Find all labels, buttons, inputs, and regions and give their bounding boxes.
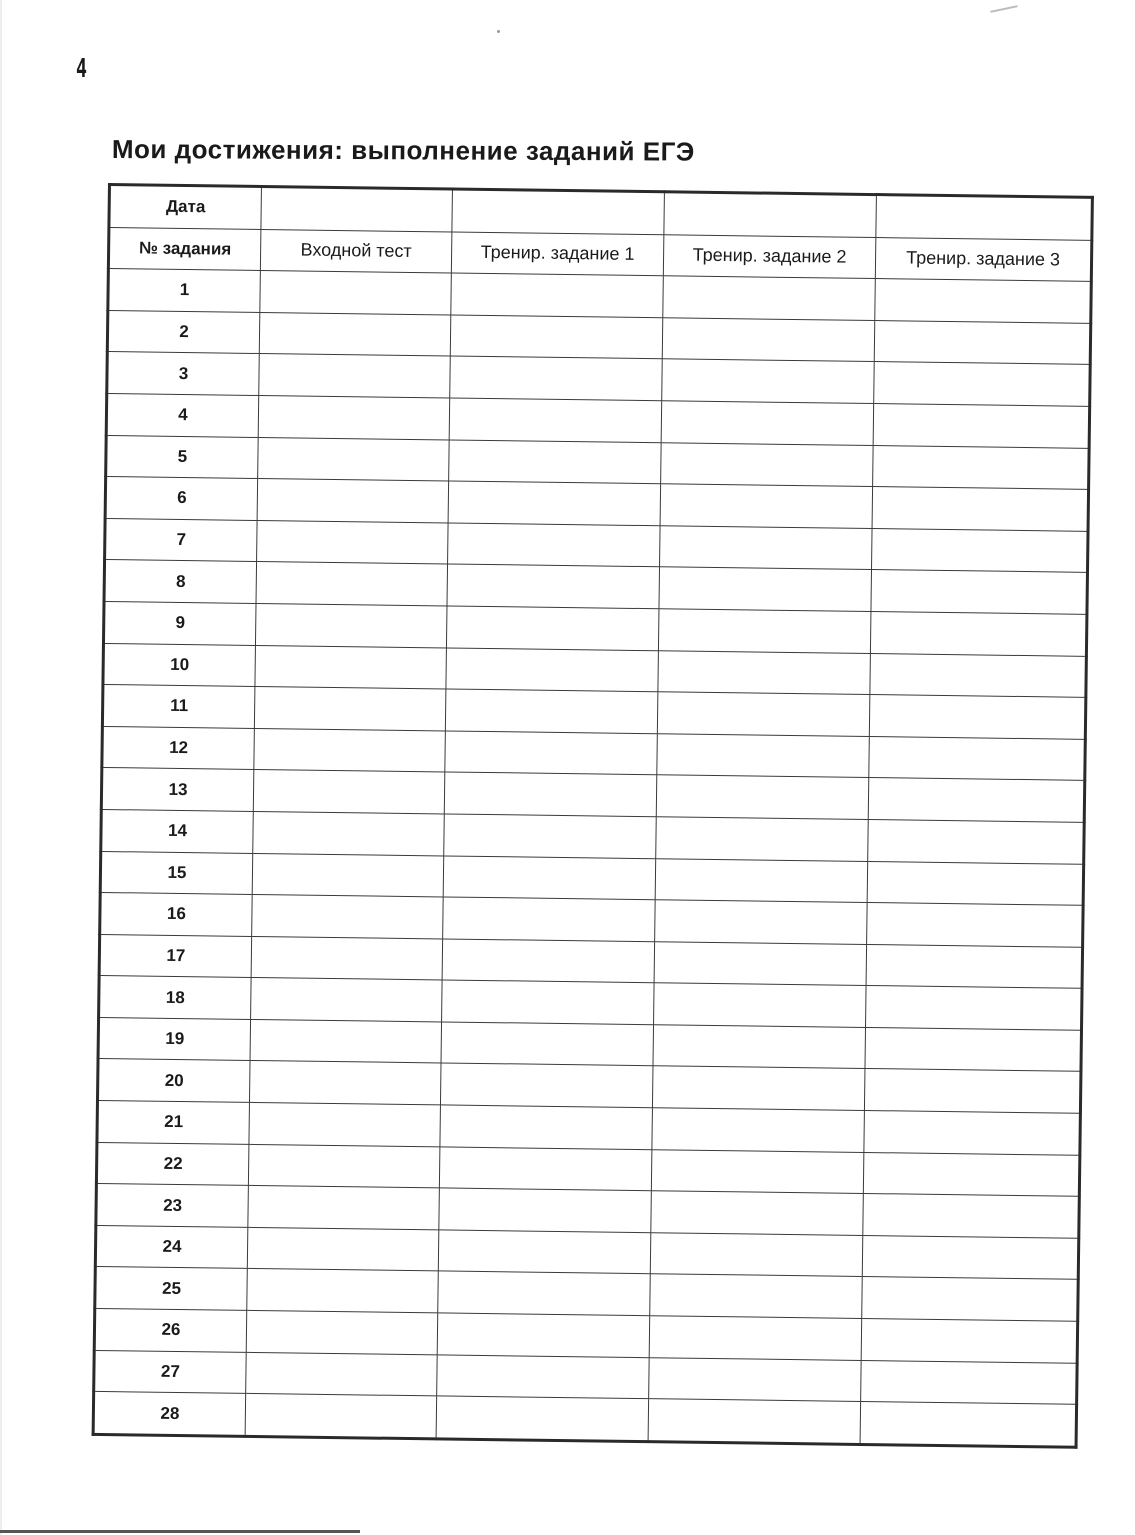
result-cell: [440, 1105, 653, 1149]
result-cell: [648, 1399, 861, 1444]
result-cell: [653, 1025, 866, 1069]
result-cell: [438, 1271, 651, 1315]
result-cell: [259, 354, 451, 398]
task-number-header: № задания: [108, 227, 261, 271]
result-cell: [654, 941, 867, 985]
result-cell: [451, 273, 664, 317]
result-cell: [247, 1269, 439, 1313]
result-cell: [656, 775, 869, 819]
result-cell: [872, 528, 1089, 572]
result-cell: [250, 1019, 442, 1063]
result-cell: [652, 1066, 865, 1110]
date-input-cell: [452, 189, 665, 234]
task-number-cell: 2: [107, 310, 260, 354]
result-cell: [861, 1360, 1078, 1404]
result-cell: [873, 404, 1090, 448]
result-cell: [247, 1227, 439, 1271]
result-cell: [869, 736, 1086, 780]
result-cell: [257, 520, 449, 564]
result-cell: [652, 1108, 865, 1152]
result-cell: [252, 853, 444, 897]
task-number-cell: 23: [96, 1184, 249, 1228]
result-cell: [440, 1063, 653, 1107]
task-number-cell: 26: [94, 1308, 247, 1352]
result-cell: [660, 526, 873, 570]
result-cell: [875, 279, 1092, 323]
task-number-cell: 24: [95, 1225, 248, 1269]
task-number-cell: 10: [103, 643, 256, 687]
result-cell: [254, 687, 446, 731]
task-number-cell: 3: [107, 352, 260, 396]
result-cell: [246, 1310, 438, 1354]
result-cell: [866, 944, 1083, 988]
result-cell: [658, 650, 871, 694]
result-cell: [862, 1277, 1079, 1321]
page-title: Мои достижения: выполнение заданий ЕГЭ: [111, 134, 695, 167]
result-cell: [441, 1022, 654, 1066]
task-number-cell: 28: [93, 1392, 246, 1437]
task-number-cell: 21: [97, 1101, 250, 1145]
result-cell: [258, 395, 450, 439]
result-cell: [871, 570, 1088, 614]
result-cell: [253, 770, 445, 814]
task-number-cell: 1: [108, 269, 261, 313]
result-cell: [245, 1394, 437, 1439]
result-cell: [450, 356, 663, 400]
achievements-table-container: [92, 183, 1091, 1449]
result-cell: [256, 562, 448, 606]
result-cell: [659, 567, 872, 611]
result-cell: [249, 1102, 441, 1146]
result-cell: [654, 983, 867, 1027]
task-number-cell: 22: [96, 1142, 249, 1186]
result-cell: [869, 695, 1086, 739]
result-cell: [450, 315, 663, 359]
result-cell: [444, 814, 657, 858]
result-cell: [865, 1027, 1082, 1071]
task-number-cell: 14: [101, 809, 254, 853]
result-cell: [248, 1144, 440, 1188]
result-cell: [867, 861, 1084, 905]
result-cell: [248, 1186, 440, 1230]
result-cell: [649, 1357, 862, 1401]
task-number-cell: 15: [100, 851, 253, 895]
result-cell: [437, 1313, 650, 1357]
scan-bottom-edge: [0, 1530, 360, 1533]
result-cell: [864, 1111, 1081, 1155]
scan-speck: [497, 30, 500, 33]
result-cell: [651, 1191, 864, 1235]
task-number-cell: 27: [94, 1350, 247, 1394]
task-number-cell: 13: [101, 768, 254, 812]
result-cell: [662, 318, 875, 362]
result-cell: [249, 1061, 441, 1105]
result-cell: [651, 1149, 864, 1193]
task-number-cell: 19: [98, 1017, 251, 1061]
result-cell: [863, 1152, 1080, 1196]
result-cell: [252, 895, 444, 939]
result-cell: [439, 1147, 652, 1191]
result-cell: [444, 772, 657, 816]
result-cell: [658, 609, 871, 653]
task-number-cell: 11: [102, 685, 255, 729]
result-cell: [655, 858, 868, 902]
result-cell: [661, 401, 874, 445]
result-cell: [660, 484, 873, 528]
result-cell: [246, 1352, 438, 1396]
result-cell: [873, 445, 1090, 489]
task-number-cell: 25: [95, 1267, 248, 1311]
result-cell: [663, 276, 876, 320]
achievements-table: [92, 183, 1094, 1449]
result-cell: [260, 271, 452, 315]
task-number-cell: 8: [104, 560, 257, 604]
result-cell: [661, 442, 874, 486]
result-cell: [650, 1274, 863, 1318]
table-body: [93, 185, 1092, 1448]
result-cell: [861, 1318, 1078, 1362]
result-cell: [874, 320, 1091, 364]
task-number-cell: 7: [105, 518, 258, 562]
result-cell: [442, 980, 655, 1024]
result-cell: [436, 1396, 649, 1441]
result-cell: [254, 728, 446, 772]
scan-mark: [990, 5, 1018, 13]
date-input-cell: [261, 187, 453, 232]
column-header-training-3: Тренир. задание 3: [875, 237, 1092, 281]
result-cell: [442, 939, 655, 983]
result-cell: [860, 1402, 1077, 1447]
result-cell: [251, 936, 443, 980]
result-cell: [255, 603, 447, 647]
date-label-cell: Дата: [109, 185, 262, 230]
result-cell: [656, 817, 869, 861]
result-cell: [874, 362, 1091, 406]
result-cell: [867, 903, 1084, 947]
result-cell: [447, 564, 660, 608]
result-cell: [259, 312, 451, 356]
task-number-cell: 6: [105, 477, 258, 521]
result-cell: [253, 811, 445, 855]
result-cell: [868, 819, 1085, 863]
result-cell: [251, 978, 443, 1022]
task-number-cell: 12: [102, 726, 255, 770]
column-header-entry-test: Входной тест: [260, 229, 452, 273]
result-cell: [439, 1188, 652, 1232]
result-cell: [655, 900, 868, 944]
result-cell: [870, 611, 1087, 655]
task-number-cell: 20: [97, 1059, 250, 1103]
result-cell: [258, 437, 450, 481]
result-cell: [866, 986, 1083, 1030]
page-number: 4: [76, 54, 87, 84]
result-cell: [872, 487, 1089, 531]
task-number-cell: 5: [106, 435, 259, 479]
scan-left-edge: [0, 0, 2, 1535]
task-number-cell: 4: [106, 393, 259, 437]
task-number-cell: 18: [99, 976, 252, 1020]
result-cell: [662, 359, 875, 403]
result-cell: [649, 1316, 862, 1360]
result-cell: [864, 1069, 1081, 1113]
result-cell: [445, 731, 658, 775]
result-cell: [449, 398, 662, 442]
result-cell: [446, 606, 659, 650]
result-cell: [443, 897, 656, 941]
result-cell: [650, 1233, 863, 1277]
result-cell: [437, 1355, 650, 1399]
result-cell: [446, 648, 659, 692]
result-cell: [438, 1230, 651, 1274]
date-input-cell: [664, 192, 877, 237]
task-number-cell: 16: [100, 893, 253, 937]
result-cell: [657, 733, 870, 777]
date-input-cell: [876, 195, 1093, 240]
result-cell: [657, 692, 870, 736]
column-header-training-1: Тренир. задание 1: [451, 232, 664, 276]
result-cell: [449, 440, 662, 484]
result-cell: [443, 855, 656, 899]
task-number-cell: 17: [99, 934, 252, 978]
result-cell: [870, 653, 1087, 697]
result-cell: [445, 689, 658, 733]
task-number-cell: 9: [103, 601, 256, 645]
result-cell: [862, 1235, 1079, 1279]
result-cell: [255, 645, 447, 689]
result-cell: [448, 481, 661, 525]
result-cell: [257, 479, 449, 523]
column-header-training-2: Тренир. задание 2: [663, 234, 876, 278]
result-cell: [868, 778, 1085, 822]
result-cell: [448, 523, 661, 567]
result-cell: [863, 1194, 1080, 1238]
